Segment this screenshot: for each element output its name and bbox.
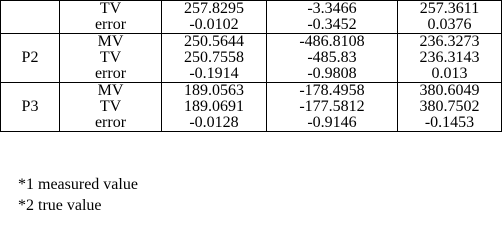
table-row [1, 1, 502, 18]
table-row [1, 34, 502, 51]
row-type: MV [60, 83, 162, 100]
value-cell: -0.3452 [267, 17, 398, 34]
footnote-true-value: *2 true value [18, 197, 102, 214]
table-row [1, 50, 502, 66]
value-cell: 189.0563 [162, 83, 267, 100]
value-cell: -486.8108 [267, 34, 398, 51]
value-cell: 0.013 [398, 66, 502, 83]
value-cell: -177.5812 [267, 99, 398, 115]
value-cell: -0.9146 [267, 115, 398, 132]
point-label [1, 1, 60, 34]
value-cell: 236.3143 [398, 50, 502, 66]
point-label: P3 [1, 83, 60, 132]
value-cell: -178.4958 [267, 83, 398, 100]
value-cell: 250.5644 [162, 34, 267, 51]
value-cell: 236.3273 [398, 34, 502, 51]
footnotes [18, 174, 138, 216]
row-type: error [60, 66, 162, 83]
row-type: MV [60, 34, 162, 51]
value-cell: 380.7502 [398, 99, 502, 115]
point-label: P2 [1, 34, 60, 83]
value-cell: 257.8295 [162, 1, 267, 18]
footnote-measured-value: *1 measured value [18, 176, 138, 193]
value-cell: 257.3611 [398, 1, 502, 18]
row-type: TV [60, 99, 162, 115]
table-row [1, 83, 502, 100]
value-cell: -0.0102 [162, 17, 267, 34]
row-type: TV [60, 1, 162, 18]
value-cell: 380.6049 [398, 83, 502, 100]
table-row [1, 115, 502, 132]
table-row [1, 99, 502, 115]
value-cell: -0.0128 [162, 115, 267, 132]
value-cell: -485.83 [267, 50, 398, 66]
value-cell: -0.1914 [162, 66, 267, 83]
value-cell: 189.0691 [162, 99, 267, 115]
row-type: TV [60, 50, 162, 66]
value-cell: -3.3466 [267, 1, 398, 18]
table-row [1, 66, 502, 83]
table-row [1, 17, 502, 34]
value-cell: -0.9808 [267, 66, 398, 83]
value-cell: 250.7558 [162, 50, 267, 66]
value-cell: -0.1453 [398, 115, 502, 132]
row-type: error [60, 115, 162, 132]
row-type: error [60, 17, 162, 34]
value-cell: 0.0376 [398, 17, 502, 34]
